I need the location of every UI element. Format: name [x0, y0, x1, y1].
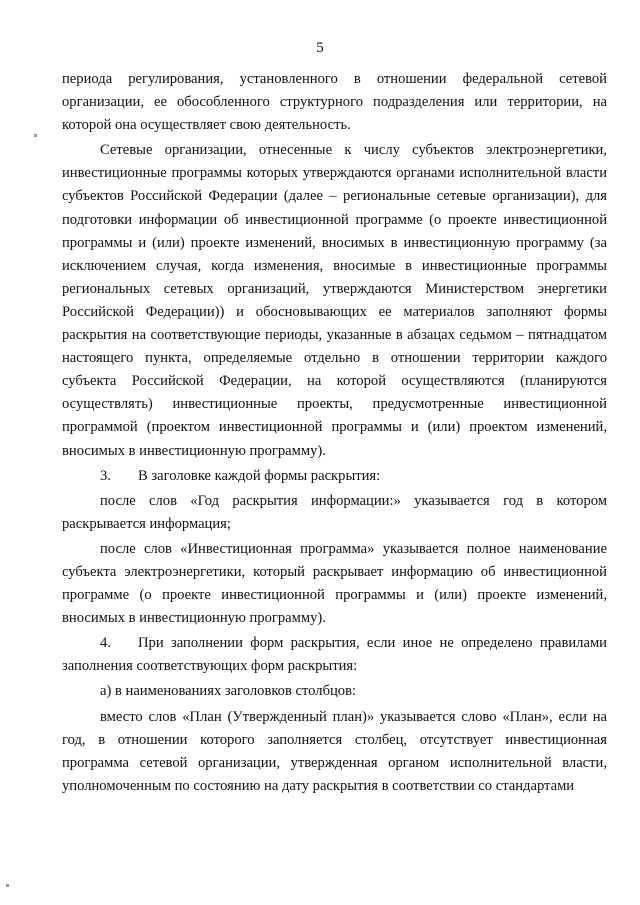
item-number: 4.: [100, 635, 111, 652]
paragraph-investment-program: после слов «Инвестиционная программа» указывается полное наименование субъекта электроэнергетики, который раскрывает информацию об инвестиционной программе (о проекте инвестиционной программы и (или) проекте изменений, вносимых в инвестиционную программу).: [62, 540, 607, 627]
paragraph-network-organizations: Сетевые организации, отнесенные к числу субъектов электроэнергетики, инвестиционные программы которых утверждаются органами исполнительной власти субъектов Российской Федерации (далее – региональные сетевые организации), для подготовки информации об инвестиционной программе (о проекте инвестиционной программы и (или) проекте изменений, вносимых в инвестиционную программу (за исключением случая, когда изменения, вносимые в инвестиционные программы региональных сетевых организаций, утверждаются Министерством энергетики Российской Федерации)) и обосновывающих ее материалов заполняют формы раскрытия на соответствующие периоды, указанные в абзацах седьмом – пятнадцатом настоящего пункта, определяемые отдельно в отношении территории каждого субъекта Российской Федерации, на которой осуществляются (планируются осуществлять) инвестиционные проекты, предусмотренные инвестиционной программой (проектом инвестиционной программы и (или) проектом изменений, вносимых в инвестиционную программу).: [62, 142, 607, 459]
paragraph-year-disclosure: после слов «Год раскрытия информации:» указывается год в котором раскрывается информация;: [62, 492, 607, 532]
paragraph-continuation: периода регулирования, установленного в отношении федеральной сетевой организации, ее обособленного структурного подразделения или территории, на которой она осуществляет свою деятельность.: [62, 71, 607, 134]
page-number: 5: [316, 40, 324, 56]
paragraph-plan-heading: вместо слов «План (Утвержденный план)» указывается слово «План», если на год, в отношении которого заполняется столбец, отсутствует инвестиционная программа сетевой организации, утвержденная органом исполнительной власти, уполномоченным по состоянию на дату раскрытия в соответствии со стандартами: [62, 708, 607, 794]
item-number: 3.: [100, 467, 111, 484]
document-body: [62, 68, 607, 800]
paragraph-subitem-a: а) в наименованиях заголовков столбцов:: [100, 683, 357, 700]
scan-speck: [34, 134, 37, 137]
paragraph-item-4: [62, 632, 607, 678]
scan-speck: [6, 884, 9, 887]
item-text: В заголовке каждой формы раскрытия:: [138, 467, 381, 484]
paragraph-item-3: [62, 465, 607, 488]
item-text: При заполнении форм раскрытия, если иное не определено правилами заполнения соответствующих форм раскрытия:: [62, 635, 607, 675]
